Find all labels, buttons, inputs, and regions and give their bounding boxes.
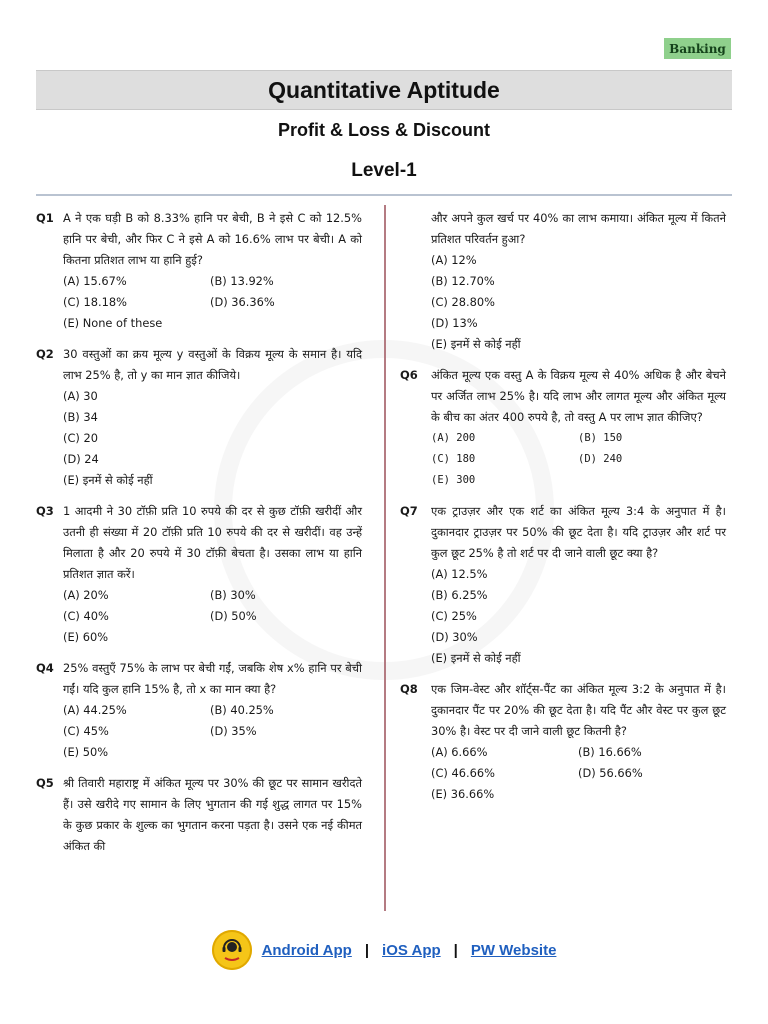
- option-c: (C) 180: [431, 453, 476, 465]
- option-b: (B) 34: [63, 410, 98, 424]
- question-q8: [400, 679, 726, 805]
- question-text: 30 वस्तुओं का क्रय मूल्य y वस्तुओं के विक्रय मूल्य के समान है। यदि लाभ 25% है, तो y का मान ज्ञात कीजिये।: [63, 347, 362, 382]
- options-list: [431, 742, 726, 805]
- level-heading: Level-1: [351, 160, 417, 181]
- option-b: (B) 16.66%: [578, 745, 642, 759]
- option-a: (A) 44.25%: [63, 703, 127, 717]
- question-q5: [36, 773, 362, 857]
- right-column: [400, 208, 726, 815]
- question-number: Q3: [36, 504, 54, 518]
- question-q5-continued: [400, 208, 726, 355]
- question-number: Q7: [400, 504, 418, 518]
- ios-app-link[interactable]: iOS App: [382, 941, 441, 959]
- option-d: (D) 13%: [431, 316, 478, 330]
- question-number: Q1: [36, 211, 54, 225]
- option-e: (E) इनमें से कोई नहीं: [431, 337, 521, 351]
- question-text: अंकित मूल्य एक वस्तु A के विक्रय मूल्य से 40% अधिक है और बेचने पर अर्जित लाभ 25% है। यदि लाभ और लागत मूल्य और अंकित मूल्य के बीच का अंतर 400 रुपये है, तो वस्तु A पर लाभ ज्ञात कीजिए?: [431, 368, 726, 424]
- options-list: [63, 585, 362, 648]
- option-d: (D) 35%: [210, 724, 257, 738]
- option-c: (C) 40%: [63, 609, 109, 623]
- link-separator: |: [453, 941, 458, 959]
- options-list: [431, 428, 726, 491]
- option-b: (B) 30%: [210, 588, 256, 602]
- question-number: Q4: [36, 661, 54, 675]
- option-b: (B) 40.25%: [210, 703, 274, 717]
- option-d: (D) 30%: [431, 630, 478, 644]
- question-text: और अपने कुल खर्च पर 40% का लाभ कमाया। अंकित मूल्य में कितने प्रतिशत परिवर्तन हुआ?: [431, 211, 726, 246]
- option-b: (B) 12.70%: [431, 274, 495, 288]
- link-separator: |: [364, 941, 370, 959]
- question-q3: [36, 501, 362, 648]
- option-b: (B) 6.25%: [431, 588, 488, 602]
- option-b: (B) 150: [578, 432, 623, 444]
- pw-website-link[interactable]: PW Website: [470, 941, 557, 959]
- option-c: (C) 28.80%: [431, 295, 495, 309]
- option-a: (A) 20%: [63, 588, 109, 602]
- option-b: (B) 13.92%: [210, 274, 274, 288]
- option-e: (E) None of these: [63, 316, 163, 330]
- option-e: (E) इनमें से कोई नहीं: [431, 651, 521, 665]
- header-rule: [36, 194, 732, 196]
- options-list: [431, 564, 726, 669]
- option-e: (E) 36.66%: [431, 787, 495, 801]
- options-list: [63, 271, 362, 334]
- topic-subtitle: Profit & Loss & Discount: [277, 120, 490, 140]
- question-q6: [400, 365, 726, 491]
- options-list: [63, 386, 362, 491]
- question-q4: [36, 658, 362, 763]
- android-app-link[interactable]: Android App: [261, 941, 352, 959]
- option-d: (D) 56.66%: [578, 766, 643, 780]
- question-text: एक जिम-वेस्ट और शॉर्ट्स-पैंट का अंकित मूल्य 3:2 के अनुपात में है। दुकानदार पैंट पर 20% की छूट देता है। यदि पैंट और वेस्ट पर कुल छूट 30% है। वेस्ट पर दी जाने वाली छूट कितनी है?: [431, 682, 726, 738]
- question-text: A ने एक घड़ी B को 8.33% हानि पर बेची, B ने इसे C को 12.5% हानि पर बेची, और फिर C ने इसे A को 16.6% लाभ पर बेची। A को कितना प्रतिशत लाभ या हानि हुई?: [63, 211, 362, 267]
- question-number: Q6: [400, 368, 418, 382]
- question-text: 25% वस्तुएँ 75% के लाभ पर बेची गईं, जबकि शेष x% हानि पर बेची गईं। यदि कुल हानि 15% है, तो x का मान क्या है?: [63, 661, 362, 696]
- option-a: (A) 12%: [431, 253, 477, 267]
- option-c: (C) 18.18%: [63, 295, 127, 309]
- options-list: [431, 250, 726, 355]
- page-title: Quantitative Aptitude: [36, 70, 732, 110]
- option-c: (C) 46.66%: [431, 766, 495, 780]
- option-c: (C) 20: [63, 431, 98, 445]
- question-number: Q5: [36, 776, 54, 790]
- left-column: [36, 208, 362, 867]
- footer-links: [0, 928, 768, 972]
- option-c: (C) 25%: [431, 609, 477, 623]
- question-q1: [36, 208, 362, 334]
- option-e: (E) 50%: [63, 745, 109, 759]
- question-text: एक ट्राउज़र और एक शर्ट का अंकित मूल्य 3:4 के अनुपात में है। दुकानदार ट्राउज़र पर 50% की छूट देता है। यदि ट्राउज़र और शर्ट पर कुल छूट 25% है तो शर्ट पर दी जाने वाली छूट क्या है?: [431, 504, 726, 560]
- question-number: Q2: [36, 347, 54, 361]
- question-text: श्री तिवारी महाराष्ट्र में अंकित मूल्य पर 30% की छूट पर सामान खरीदते हैं। उसे खरीदे गए सामान के लिए भुगतान की गई शुद्ध लागत पर 15% के कुछ प्रकार के शुल्क का भुगतान करना पड़ता है। उसने एक नई कीमत अंकित की: [63, 776, 362, 853]
- options-list: [63, 700, 362, 763]
- option-a: (A) 6.66%: [431, 745, 488, 759]
- option-d: (D) 36.36%: [210, 295, 275, 309]
- question-text: 1 आदमी ने 30 टॉफ़ी प्रति 10 रुपये की दर से कुछ टॉफ़ी खरीदीं और उतनी ही संख्या में 20 टॉफ़ी प्रति 10 रुपये की दर से खरीदीं। वह उन्हें मिलाता है और 20 रुपये में 30 टॉफ़ी बेचता है। उसका लाभ या हानि प्रतिशत ज्ञात करें।: [63, 504, 362, 581]
- question-number: Q8: [400, 682, 418, 696]
- option-a: (A) 200: [431, 432, 476, 444]
- question-q2: [36, 344, 362, 491]
- option-d: (D) 24: [63, 452, 99, 466]
- option-e: (E) इनमें से कोई नहीं: [63, 473, 153, 487]
- question-q7: [400, 501, 726, 669]
- category-badge: Banking: [664, 38, 731, 59]
- option-a: (A) 15.67%: [63, 274, 127, 288]
- option-e: (E) 300: [431, 474, 476, 486]
- option-a: (A) 12.5%: [431, 567, 488, 581]
- option-a: (A) 30: [63, 389, 98, 403]
- option-c: (C) 45%: [63, 724, 109, 738]
- option-d: (D) 50%: [210, 609, 257, 623]
- customer-service-icon[interactable]: [212, 930, 252, 970]
- option-d: (D) 240: [578, 453, 623, 465]
- option-e: (E) 60%: [63, 630, 109, 644]
- column-divider: [384, 205, 386, 911]
